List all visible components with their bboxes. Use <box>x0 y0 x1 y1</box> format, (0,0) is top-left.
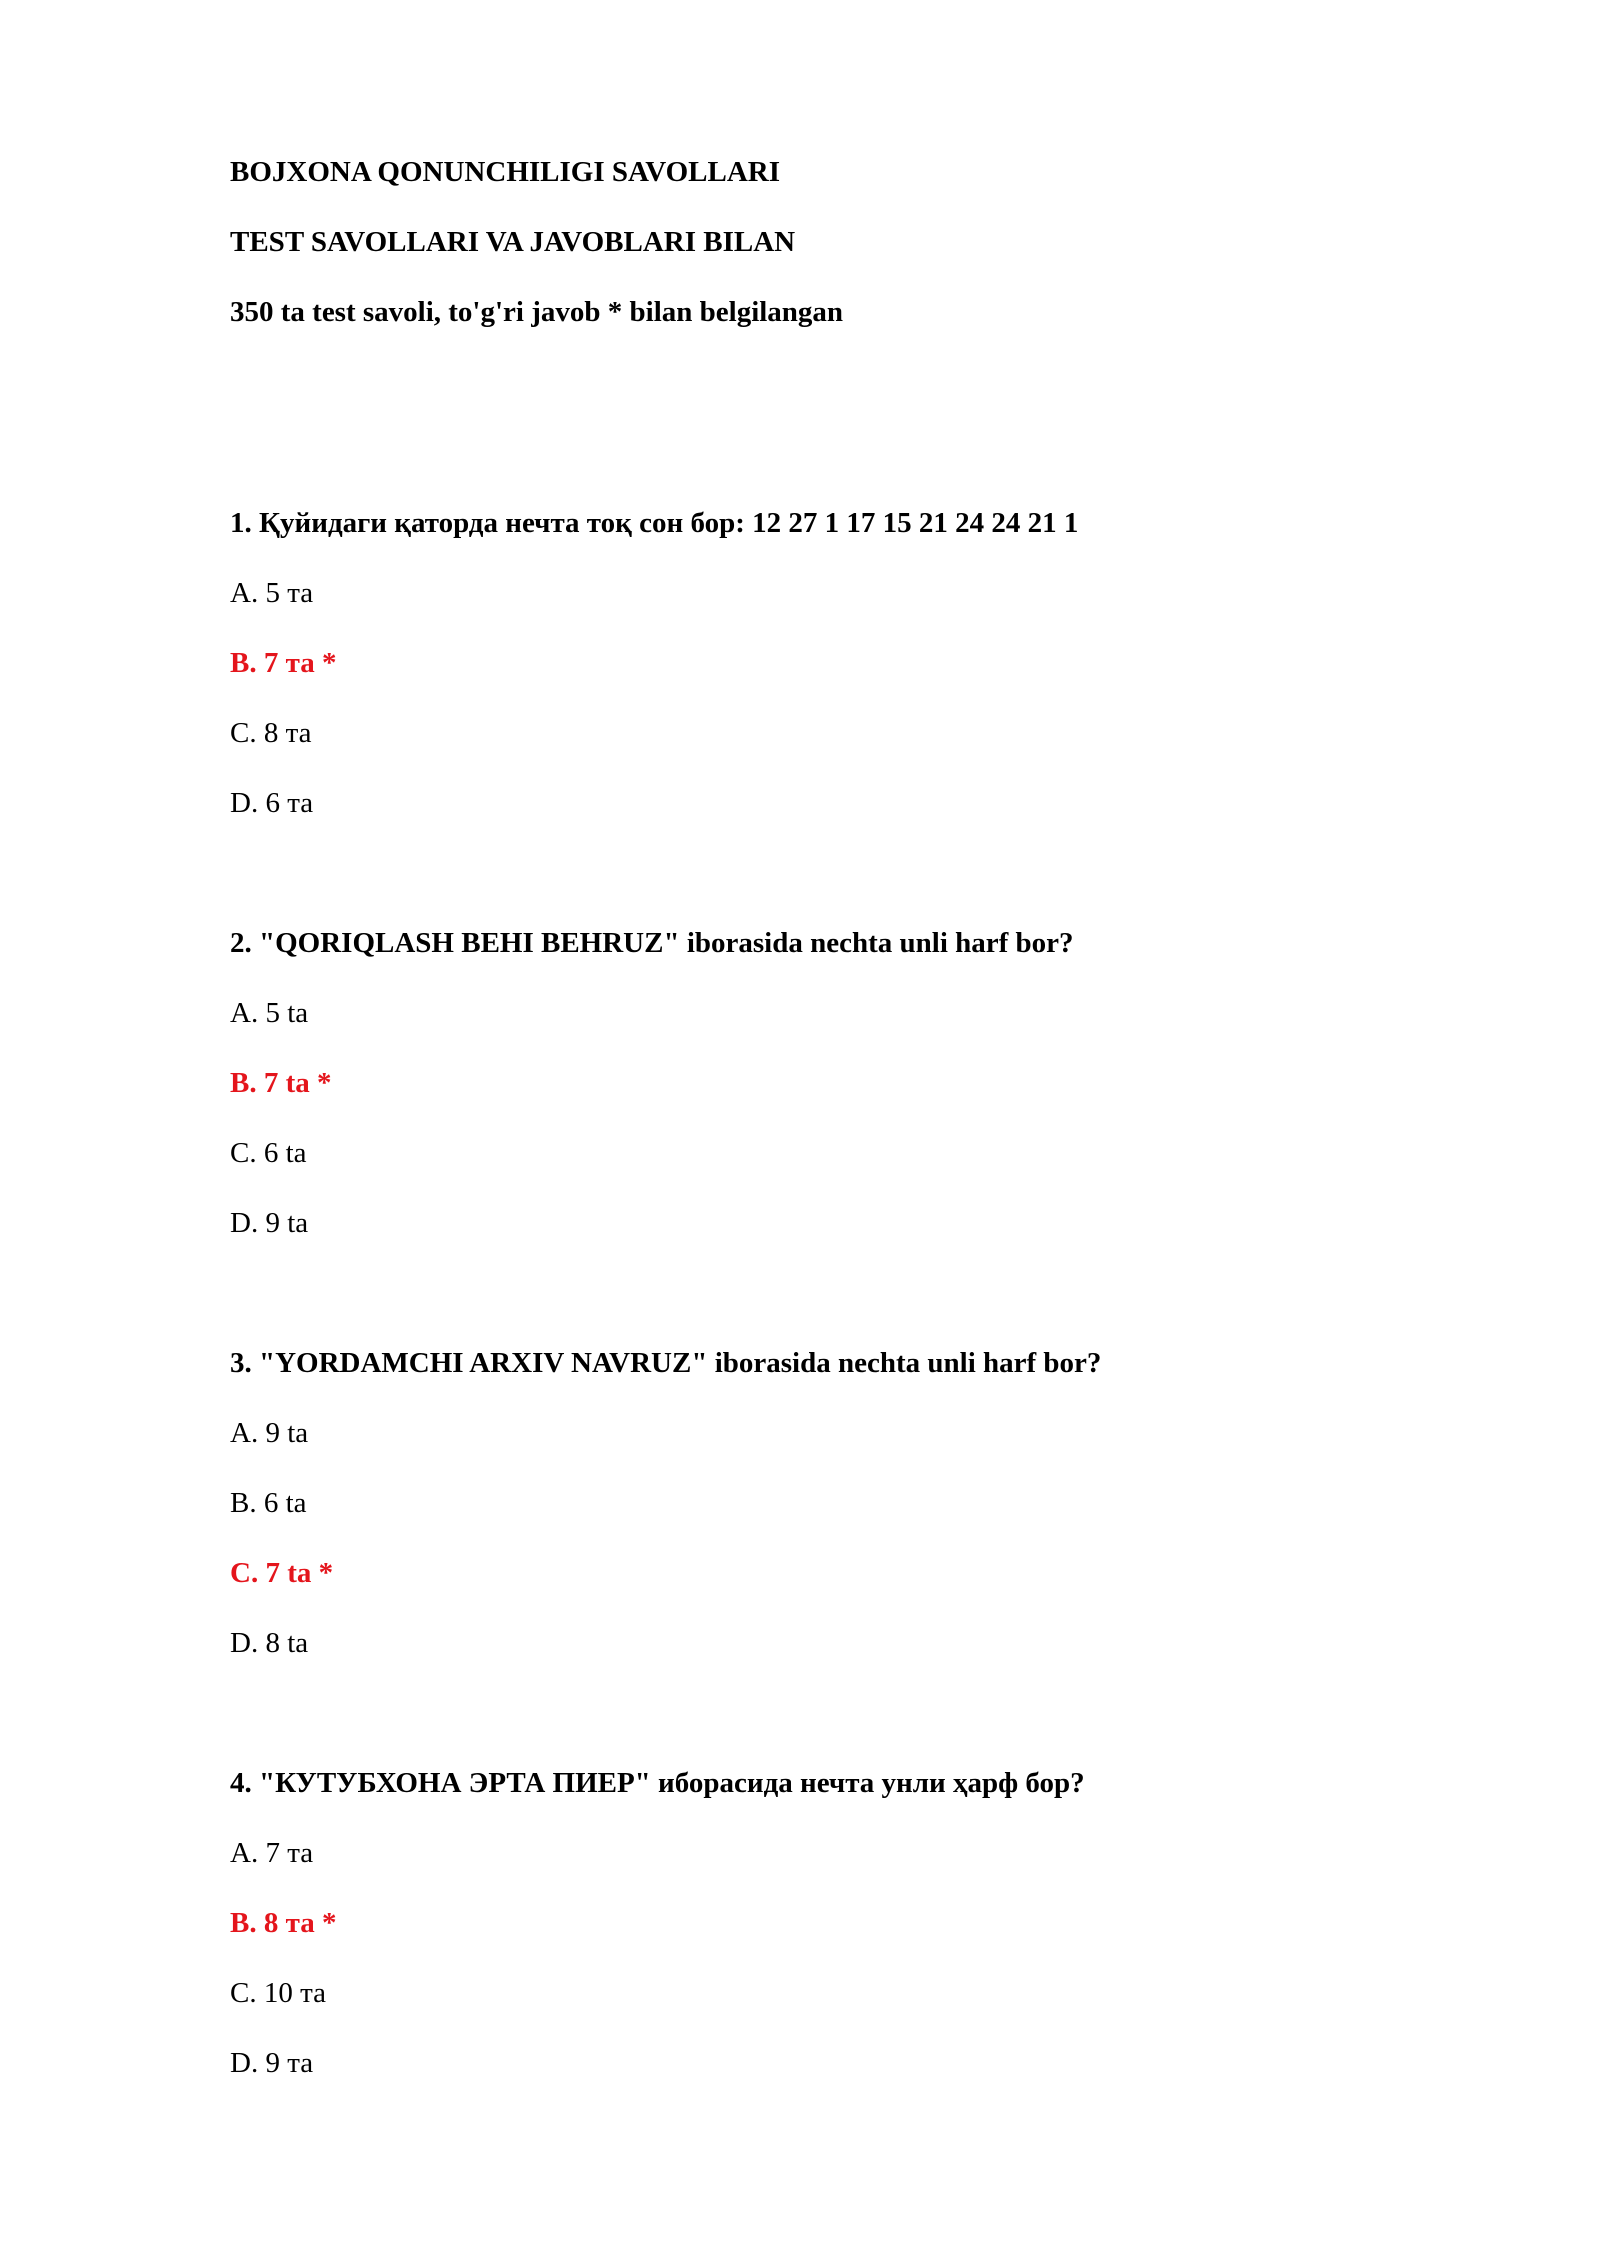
document-subtitle: TEST SAVOLLARI VA JAVOBLARI BILAN <box>230 226 796 258</box>
answer-option: D. 9 ta <box>230 1207 309 1239</box>
question-text: 4. "КУТУБХОНА ЭРТА ПИЕР" иборасида нечта унли ҳарф бор? <box>230 1767 1085 1799</box>
answer-option-correct: C. 7 ta * <box>230 1557 334 1589</box>
question-text: 3. "YORDAMCHI ARXIV NAVRUZ" iborasida nechta unli harf bor? <box>230 1347 1102 1379</box>
answer-option: D. 8 ta <box>230 1627 309 1659</box>
question-4 <box>230 1765 1430 2081</box>
question-1 <box>230 505 1430 821</box>
answer-option-correct: B. 7 та * <box>230 647 337 679</box>
answer-option-correct: B. 8 та * <box>230 1907 337 1939</box>
question-text: 2. "QORIQLASH BEHI BEHRUZ" iborasida nechta unli harf bor? <box>230 927 1074 959</box>
question-3 <box>230 1345 1430 1661</box>
question-2 <box>230 925 1430 1241</box>
answer-option: C. 8 та <box>230 717 312 749</box>
answer-option: A. 9 ta <box>230 1417 309 1449</box>
answer-option: D. 9 та <box>230 2047 314 2079</box>
document-description: 350 ta test savoli, to'g'ri javob * bilan belgilangan <box>230 296 844 328</box>
answer-option: C. 10 та <box>230 1977 326 2009</box>
answer-option-correct: B. 7 ta * <box>230 1067 332 1099</box>
document-title: BOJXONA QONUNCHILIGI SAVOLLARI <box>230 156 780 188</box>
answer-option: A. 5 та <box>230 577 314 609</box>
answer-option: C. 6 ta <box>230 1137 307 1169</box>
answer-option: D. 6 та <box>230 787 314 819</box>
answer-option: A. 5 ta <box>230 997 309 1029</box>
question-text: 1. Қуйидаги қаторда нечта тоқ сон бор: 12 27 1 17 15 21 24 24 21 1 <box>230 507 1079 539</box>
answer-option: B. 6 ta <box>230 1487 307 1519</box>
answer-option: A. 7 та <box>230 1837 314 1869</box>
